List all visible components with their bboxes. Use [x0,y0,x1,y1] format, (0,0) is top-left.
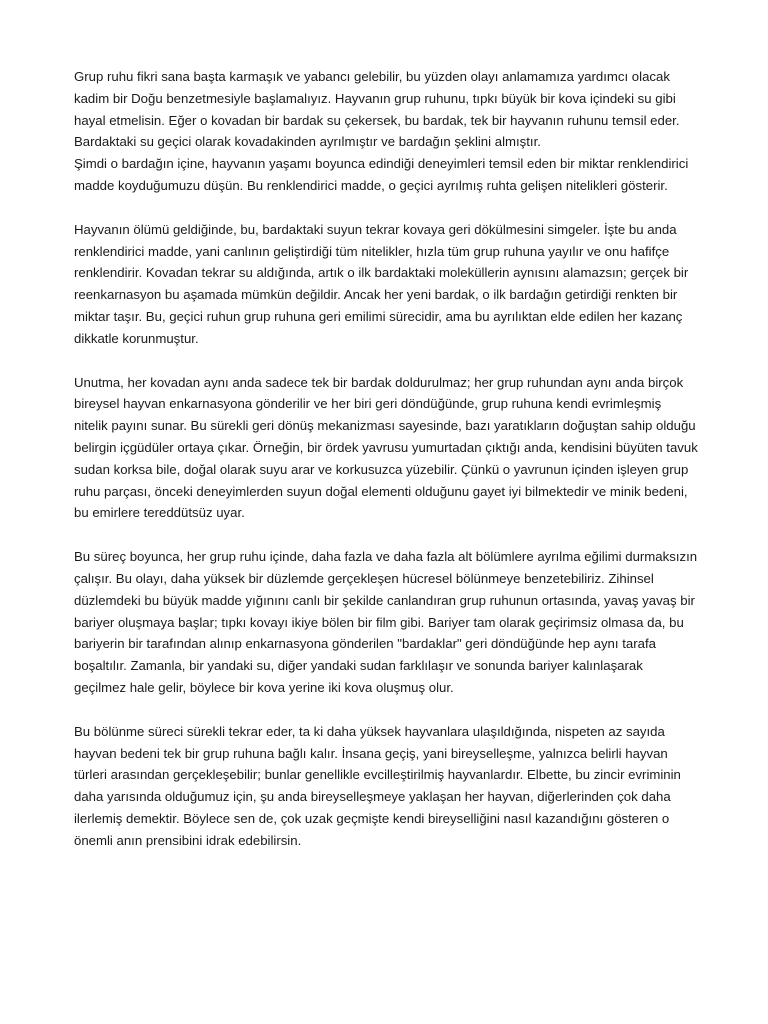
document-body [74,66,698,874]
paragraph-5: Bu bölünme süreci sürekli tekrar eder, ta ki daha yüksek hayvanlara ulaşıldığında, nispeten az sayıda hayvan bedeni tek bir grup ruhuna bağlı kalır. İnsana geçiş, yani bireyselleşme, yalnızca belirli hayvan türleri arasından gerçekleşebilir; bunlar genellikle evcilleştirilmiş hayvanlardır. Elbette, bu zincir evriminin daha yarısında olduğumuz için, şu anda bireyselleşmeye yaklaşan her hayvan, diğerlerinden çok daha ilerlemiş demektir. Böylece sen de, çok uzak geçmişte kendi bireyselliğini nasıl kazandığını gösteren o önemli anın prensibini idrak edebilirsin. [74,723,681,848]
paragraph-4: Bu süreç boyunca, her grup ruhu içinde, daha fazla ve daha fazla alt bölümlere ayrılma eğilimi durmaksızın çalışır. Bu olayı, daha yüksek bir düzlemde gerçekleşen hücresel bölünmeye benzetebiliriz. Zihinsel düzlemdeki bu büyük madde yığınını canlı bir şekilde canlandıran grup ruhunun ortasında, yavaş yavaş bir bariyer oluşmaya başlar; tıpkı kovayı ikiye bölen bir film gibi. Bariyer tam olarak geçirimsiz olmasa da, bu bariyerin bir tarafından alınıp enkarnasyona gönderilen "bardaklar" geri döndüğünde hep aynı tarafa boşaltılır. Zamanla, bir yandaki su, diğer yandaki sudan farklılaşır ve sonunda bariyer kalınlaşarak geçilmez hale gelir, böylece bir kova yerine iki kova oluşmuş olur. [74,549,698,695]
paragraph-3: Unutma, her kovadan aynı anda sadece tek bir bardak doldurulmaz; her grup ruhundan aynı anda birçok bireysel hayvan enkarnasyona gönderilir ve her biri geri döndüğünde, grup ruhuna kendi evrimleşmiş nitelik payını sunar. Bu sürekli geri dönüş mekanizması sayesinde, bazı yaratıkların doğuştan sahip olduğu belirgin içgüdüler ortaya çıkar. Örneğin, bir ördek yavrusu yumurtadan çıktığı anda, kendisini büyüten tavuk sudan korksa bile, doğal olarak suyu arar ve korkusuzca yüzebilir. Çünkü o yavrunun içinden işleyen grup ruhu parçası, önceki deneyimlerden suyun doğal elementi olduğunu gayet iyi bilmektedir ve minik bedeni, bu emirlere tereddütsüz uyar. [74,374,698,521]
paragraph-2: Hayvanın ölümü geldiğinde, bu, bardaktaki suyun tekrar kovaya geri dökülmesini simgeler. İşte bu anda renklendirici madde, yani canlının geliştirdiği tüm nitelikler, hızla tüm grup ruhuna yayılır ve onu hafifçe renklendirir. Kovadan tekrar su aldığında, artık o ilk bardaktaki moleküllerin aynısını alamazsın; gerçek bir reenkarnasyon bu aşamada mümkün değildir. Ancak her yeni bardak, o ilk bardağın getirdiği renkten bir miktar taşır. Bu, geçici ruhun grup ruhuna geri emilimi sürecidir, ama bu ayrılıktan elde edilen her kazanç dikkatle korunmuştur. [74,221,689,346]
paragraph-1: Grup ruhu fikri sana başta karmaşık ve yabancı gelebilir, bu yüzden olayı anlamamıza yardımcı olacak kadim bir Doğu benzetmesiyle başlamalıyız. Hayvanın grup ruhunu, tıpkı büyük bir kova içindeki su gibi hayal etmelisin. Eğer o kovadan bir bardak su çekersek, bu bardak, tek bir hayvanın ruhunu temsil eder. Bardaktaki su geçici olarak kovadakinden ayrılmıştır ve bardağın şeklini almıştır. Şimdi o bardağın içine, hayvanın yaşamı boyunca edindiği deneyimleri temsil eden bir miktar renklendirici madde koyduğumuzu düşün. Bu renklendirici madde, o geçici ayrılmış ruhta gelişen nitelikleri gösterir. [74,69,689,193]
